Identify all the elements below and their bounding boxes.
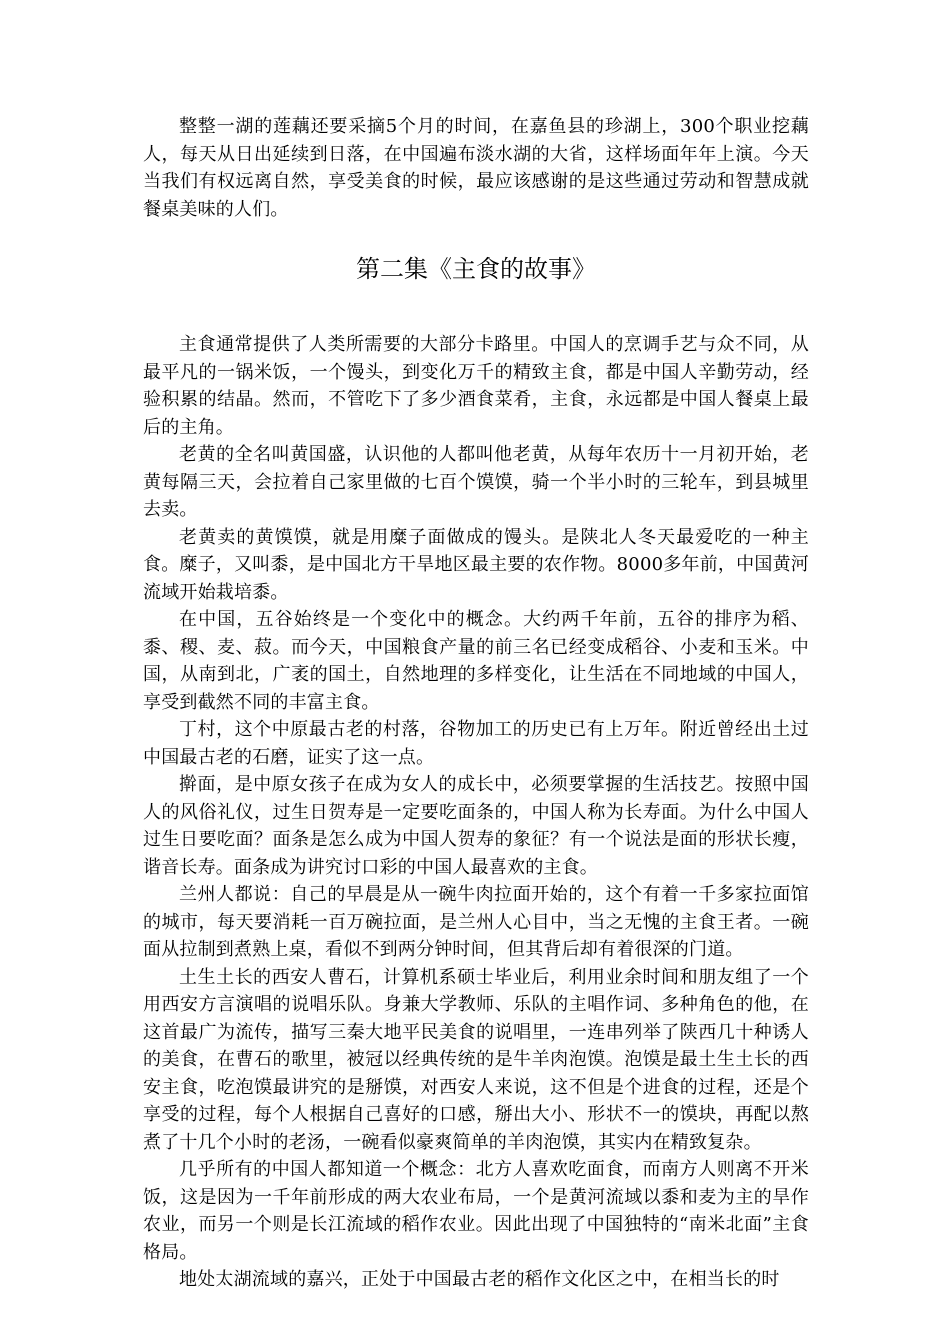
intro-paragraph: 整整一湖的莲藕还要采摘5个月的时间，在嘉鱼县的珍湖上，300个职业挖藕人，每天从日出延续到日落，在中国遍布淡水湖的大省，这样场面年年上演。今天当我们有权远离自然，享受美食的时候，最应该感谢的是这些通过劳动和智慧成就餐桌美味的人们。 (143, 116, 809, 220)
body-paragraph: 老黄的全名叫黄国盛，认识他的人都叫他老黄，从每年农历十一月初开始，老黄每隔三天，会拉着自己家里做的七百个馍馍，骑一个半小时的三轮车，到县城里去卖。 (143, 444, 809, 520)
chapter-title: 第二集《主食的故事》 (356, 255, 596, 283)
body-paragraph: 在中国，五谷始终是一个变化中的概念。大约两千年前，五谷的排序为稻、黍、稷、麦、菽。而今天，中国粮食产量的前三名已经变成稻谷、小麦和玉米。中国，从南到北，广袤的国土，自然地理的多样变化，让生活在不同地域的中国人，享受到截然不同的丰富主食。 (143, 609, 809, 713)
body-paragraph: 土生土长的西安人曹石，计算机系硕士毕业后，利用业余时间和朋友组了一个用西安方言演唱的说唱乐队。身兼大学教师、乐队的主唱作词、多种角色的他，在这首最广为流传，描写三秦大地平民美食的说唱里，一连串列举了陕西几十种诱人的美食，在曹石的歌里，被冠以经典传统的是牛羊肉泡馍。泡馍是最土生土长的西安主食，吃泡馍最讲究的是掰馍，对西安人来说，这不但是个进食的过程，还是个享受的过程，每个人根据自己喜好的口感，掰出大小、形状不一的馍块，再配以熬煮了十几个小时的老汤，一碗看似豪爽简单的羊肉泡馍，其实内在精致复杂。 (143, 966, 809, 1153)
body-paragraph: 擀面，是中原女孩子在成为女人的成长中，必须要掌握的生活技艺。按照中国人的风俗礼仪，过生日贺寿是一定要吃面条的，中国人称为长寿面。为什么中国人过生日要吃面？面条是怎么成为中国人贺寿的象征？有一个说法是面的形状长瘦，谐音长寿。面条成为讲究讨口彩的中国人最喜欢的主食。 (143, 774, 809, 878)
body-paragraph: 丁村，这个中原最古老的村落，谷物加工的历史已有上万年。附近曾经出土过中国最古老的石磨，证实了这一点。 (143, 719, 809, 768)
body-paragraph: 几乎所有的中国人都知道一个概念：北方人喜欢吃面食，而南方人则离不开米饭，这是因为一千年前形成的两大农业布局，一个是黄河流域以黍和麦为主的旱作农业，而另一个则是长江流域的稻作农业。因此出现了中国独特的“南米北面”主食格局。 (143, 1159, 809, 1263)
body-paragraph: 老黄卖的黄馍馍，就是用糜子面做成的馒头。是陕北人冬天最爱吃的一种主食。糜子，又叫黍，是中国北方干旱地区最主要的农作物。8000多年前，中国黄河流域开始栽培黍。 (143, 526, 809, 603)
body-paragraph: 兰州人都说：自己的早晨是从一碗牛肉拉面开始的，这个有着一千多家拉面馆的城市，每天要消耗一百万碗拉面，是兰州人心目中，当之无愧的主食王者。一碗面从拉制到煮熟上桌，看似不到两分钟时间，但其背后却有着很深的门道。 (143, 884, 809, 960)
body-paragraph: 地处太湖流域的嘉兴，正处于中国最古老的稻作文化区之中，在相当长的时 (179, 1269, 780, 1290)
document-page (143, 113, 809, 1294)
body-paragraph: 主食通常提供了人类所需要的大部分卡路里。中国人的烹调手艺与众不同，从最平凡的一锅米饭，一个馒头，到变化万千的精致主食，都是中国人辛勤劳动，经验积累的结晶。然而，不管吃下了多少酒食菜肴，主食，永远都是中国人餐桌上最后的主角。 (143, 334, 809, 438)
